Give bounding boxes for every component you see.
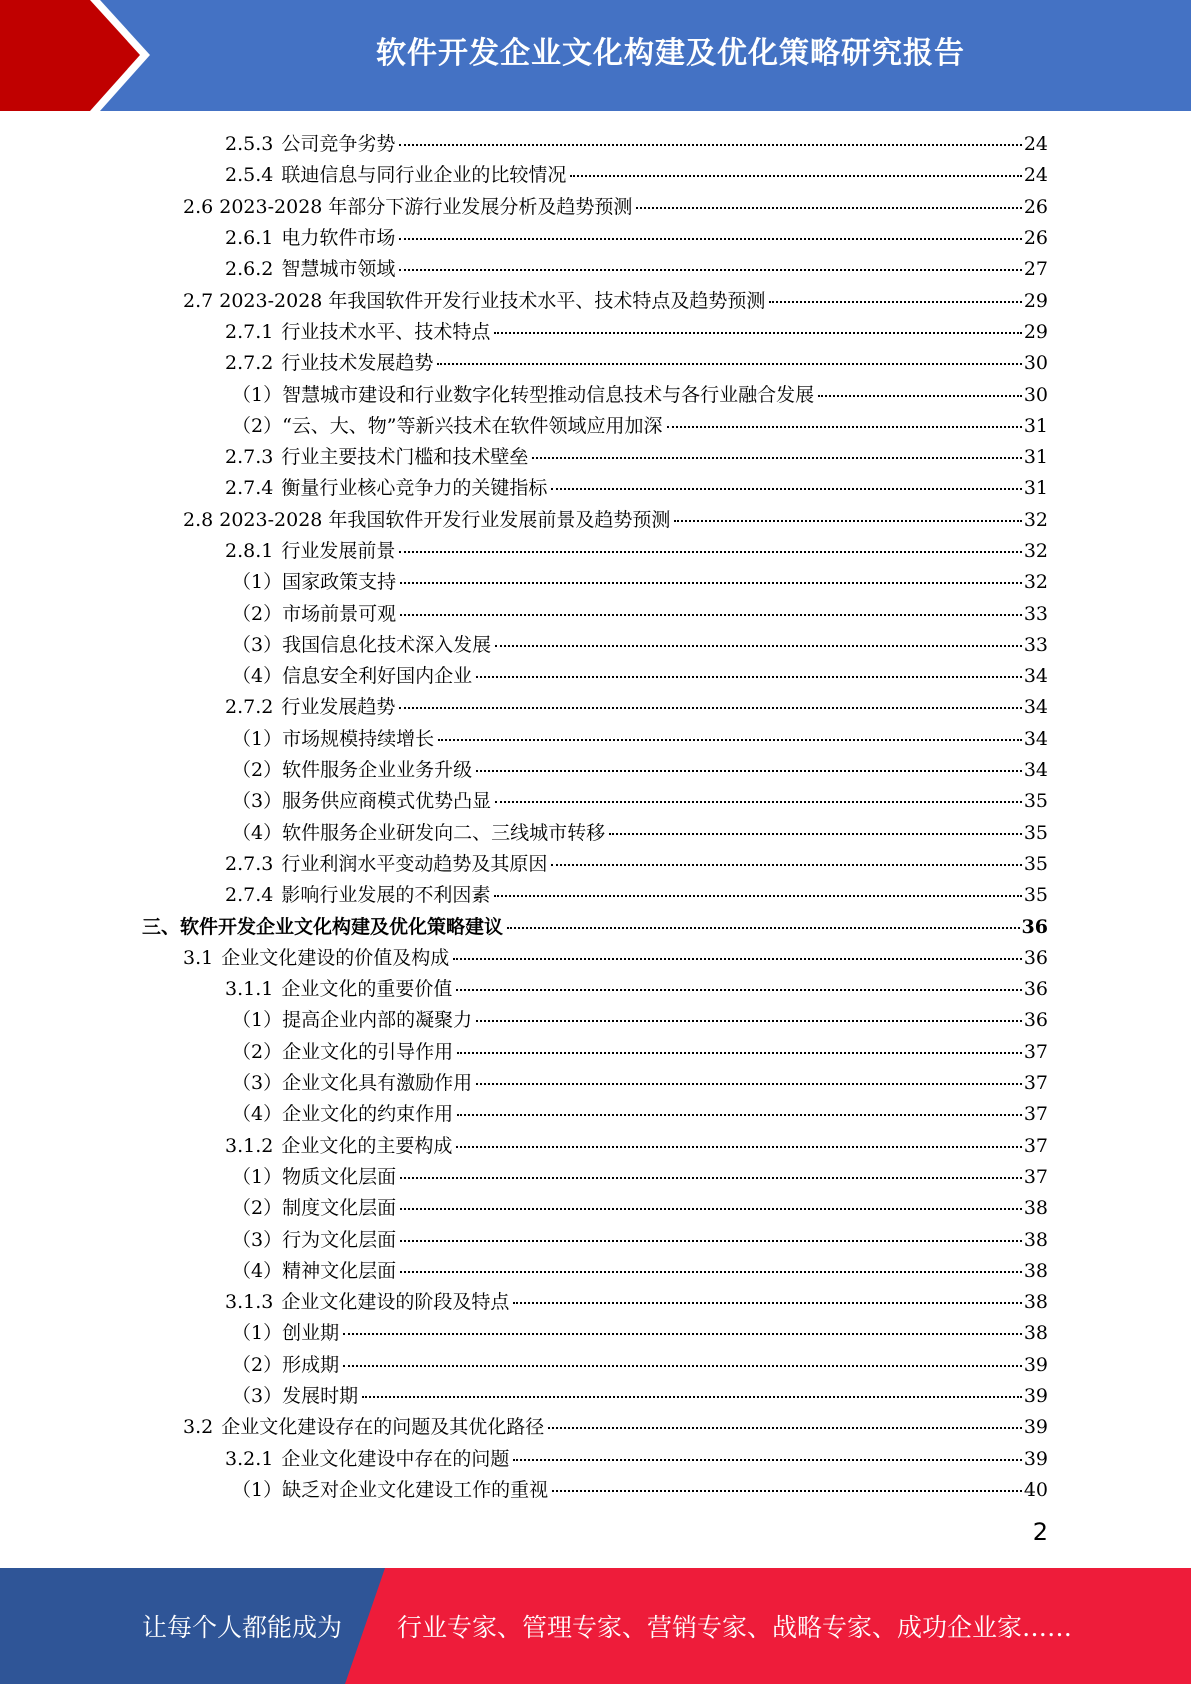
toc-entry-title: （1）国家政策支持 <box>232 571 397 594</box>
toc-entry-title: 智慧城市领域 <box>281 258 396 281</box>
toc-dot-leader <box>400 1240 1022 1242</box>
toc-entry-title: 衡量行业核心竞争力的关键指标 <box>281 477 548 500</box>
toc-entry-title: 企业文化建设存在的问题及其优化路径 <box>221 1416 545 1439</box>
toc-entry-page: 36 <box>1023 978 1048 1001</box>
toc-dot-leader <box>513 1302 1021 1304</box>
toc-entry[interactable] <box>0 221 1191 252</box>
toc-entry-page: 31 <box>1023 446 1048 469</box>
toc-entry-page: 37 <box>1023 1103 1048 1126</box>
toc-entry-title: （2）制度文化层面 <box>232 1197 397 1220</box>
toc-dot-leader <box>548 1427 1022 1429</box>
toc-entry-number: 2.5.4 <box>225 164 274 187</box>
toc-entry-page: 26 <box>1023 227 1048 250</box>
toc-entry-page: 34 <box>1023 665 1048 688</box>
toc-entry[interactable] <box>0 909 1191 940</box>
toc-dot-leader <box>551 488 1021 490</box>
toc-entry-title: （1）智慧城市建设和行业数字化转型推动信息技术与各行业融合发展 <box>232 383 815 406</box>
toc-dot-leader <box>457 1114 1022 1116</box>
toc-entry[interactable] <box>0 1410 1191 1441</box>
toc-entry[interactable] <box>0 1129 1191 1160</box>
toc-dot-leader <box>552 1490 1022 1492</box>
toc-dot-leader <box>674 520 1021 522</box>
toc-entry-title: 企业文化建设的价值及构成 <box>221 946 450 969</box>
toc-entry[interactable] <box>0 1222 1191 1253</box>
toc-entry[interactable] <box>0 1316 1191 1347</box>
toc-entry-page: 33 <box>1023 602 1048 625</box>
toc-dot-leader <box>438 739 1022 741</box>
toc-entry[interactable] <box>0 190 1191 221</box>
toc-entry-title: 2.6 2023-2028 年部分下游行业发展分析及趋势预测 <box>183 195 633 218</box>
toc-entry-page: 36 <box>1023 946 1048 969</box>
toc-entry-title: （2）市场前景可观 <box>232 602 397 625</box>
toc-entry[interactable] <box>0 596 1191 627</box>
toc-entry-title: 行业发展趋势 <box>281 696 396 719</box>
toc-dot-leader <box>400 1271 1022 1273</box>
toc-dot-leader <box>476 770 1022 772</box>
toc-entry-title: （4）信息安全利好国内企业 <box>232 665 473 688</box>
toc-entry-number: 3.2.1 <box>225 1447 274 1470</box>
toc-entry-title: 电力软件市场 <box>281 227 396 250</box>
toc-dot-leader <box>507 927 1020 929</box>
toc-entry[interactable] <box>0 847 1191 878</box>
toc-entry-number: 2.7.2 <box>225 352 274 375</box>
toc-entry[interactable] <box>0 1285 1191 1316</box>
toc-entry-title: （1）物质文化层面 <box>232 1165 397 1188</box>
toc-entry-page: 38 <box>1023 1291 1048 1314</box>
toc-entry[interactable] <box>0 878 1191 909</box>
toc-entry[interactable] <box>0 471 1191 502</box>
toc-entry[interactable] <box>0 346 1191 377</box>
page-footer <box>0 1568 1191 1684</box>
toc-dot-leader <box>818 395 1022 397</box>
page-header <box>0 0 1191 111</box>
toc-entry[interactable] <box>0 534 1191 565</box>
toc-dot-leader <box>400 614 1022 616</box>
toc-dot-leader <box>453 958 1022 960</box>
toc-entry[interactable] <box>0 127 1191 158</box>
toc-entry-page: 35 <box>1023 852 1048 875</box>
toc-dot-leader <box>399 144 1021 146</box>
toc-entry[interactable] <box>0 1348 1191 1379</box>
toc-entry-title: （1）创业期 <box>232 1322 340 1345</box>
toc-entry[interactable] <box>0 753 1191 784</box>
toc-entry-page: 24 <box>1023 133 1048 156</box>
toc-dot-leader <box>362 1396 1022 1398</box>
toc-entry-page: 39 <box>1023 1447 1048 1470</box>
toc-entry[interactable] <box>0 972 1191 1003</box>
toc-dot-leader <box>494 895 1021 897</box>
toc-dot-leader <box>456 989 1021 991</box>
toc-entry-title: （4）企业文化的约束作用 <box>232 1103 454 1126</box>
toc-entry-title: （4）精神文化层面 <box>232 1259 397 1282</box>
toc-dot-leader <box>636 207 1021 209</box>
toc-entry-title: （2）“云、大、物”等新兴技术在软件领域应用加深 <box>232 414 663 437</box>
toc-entry-number: 2.8.1 <box>225 540 274 562</box>
toc-entry-page: 34 <box>1023 696 1048 719</box>
toc-entry-title: （2）软件服务企业业务升级 <box>232 759 473 782</box>
toc-entry-title: （3）企业文化具有激励作用 <box>232 1072 473 1095</box>
toc-entry[interactable] <box>0 1254 1191 1285</box>
toc-dot-leader <box>494 332 1021 334</box>
toc-entry-title: 企业文化的主要构成 <box>281 1134 453 1157</box>
toc-entry-number: 3.2 <box>183 1416 214 1439</box>
toc-dot-leader <box>769 301 1021 303</box>
toc-entry-page: 32 <box>1023 508 1048 531</box>
toc-entry-title: 行业技术发展趋势 <box>281 352 434 375</box>
toc-dot-leader <box>667 426 1022 428</box>
toc-entry[interactable] <box>0 1379 1191 1410</box>
toc-dot-leader <box>400 1177 1022 1179</box>
toc-entry-title: 三、软件开发企业文化构建及优化策略建议 <box>142 915 504 938</box>
toc-entry[interactable] <box>0 565 1191 596</box>
toc-entry-page: 38 <box>1023 1197 1048 1220</box>
toc-entry-title: 行业利润水平变动趋势及其原因 <box>281 852 548 875</box>
toc-entry-title: 行业发展前景 <box>281 540 396 562</box>
report-title: 软件开发企业文化构建及优化策略研究报告 <box>376 36 965 71</box>
toc-entry-page: 33 <box>1023 633 1048 656</box>
toc-entry-page: 29 <box>1023 289 1048 312</box>
toc-entry-title: （3）服务供应商模式优势凸显 <box>232 790 492 813</box>
toc-entry-page: 34 <box>1023 727 1048 750</box>
toc-entry-page: 26 <box>1023 195 1048 218</box>
toc-entry-page: 31 <box>1023 477 1048 500</box>
toc-entry-title: 公司竞争劣势 <box>281 133 396 156</box>
toc-dot-leader <box>343 1333 1022 1335</box>
toc-entry[interactable] <box>0 252 1191 283</box>
toc-entry-page: 40 <box>1023 1478 1048 1501</box>
toc-entry-page: 38 <box>1023 1322 1048 1345</box>
toc-entry-page: 37 <box>1023 1134 1048 1157</box>
header-chevron-icon <box>0 0 140 111</box>
toc-entry[interactable] <box>0 1473 1191 1504</box>
toc-entry[interactable] <box>0 315 1191 346</box>
toc-entry[interactable] <box>0 816 1191 847</box>
toc-entry-number: 2.7.3 <box>225 446 274 469</box>
toc-entry-page: 30 <box>1023 352 1048 375</box>
toc-entry[interactable] <box>0 503 1191 534</box>
toc-dot-leader <box>476 1083 1022 1085</box>
toc-entry-title: （1）缺乏对企业文化建设工作的重视 <box>232 1478 549 1501</box>
toc-dot-leader <box>399 238 1021 240</box>
toc-entry-title: （4）软件服务企业研发向二、三线城市转移 <box>232 821 606 844</box>
toc-entry-title: 2.8 2023-2028 年我国软件开发行业发展前景及趋势预测 <box>183 508 671 531</box>
toc-entry-title: 行业技术水平、技术特点 <box>281 320 491 343</box>
toc-entry-number: 2.7.2 <box>225 696 274 719</box>
toc-entry-page: 39 <box>1023 1416 1048 1439</box>
toc-entry-page: 24 <box>1023 164 1048 187</box>
toc-entry[interactable] <box>0 941 1191 972</box>
toc-entry[interactable] <box>0 283 1191 314</box>
toc-entry-number: 3.1 <box>183 946 214 969</box>
toc-entry-page: 34 <box>1023 759 1048 782</box>
toc-entry-page: 30 <box>1023 383 1048 406</box>
toc-dot-leader <box>400 1208 1022 1210</box>
toc-entry-page: 37 <box>1023 1165 1048 1188</box>
toc-dot-leader <box>456 1146 1021 1148</box>
toc-entry-title: 2.7 2023-2028 年我国软件开发行业技术水平、技术特点及趋势预测 <box>183 289 766 312</box>
toc-entry-page: 35 <box>1023 884 1048 907</box>
toc-dot-leader <box>399 707 1021 709</box>
toc-entry[interactable] <box>0 377 1191 408</box>
toc-entry-page: 29 <box>1023 320 1048 343</box>
toc-entry-number: 2.7.4 <box>225 477 274 500</box>
toc-entry-number: 2.7.4 <box>225 884 274 907</box>
toc-entry[interactable] <box>0 784 1191 815</box>
toc-entry-title: 联迪信息与同行业企业的比较情况 <box>281 164 567 187</box>
toc-entry-number: 2.7.1 <box>225 320 274 343</box>
toc-dot-leader <box>551 864 1021 866</box>
toc-dot-leader <box>476 676 1022 678</box>
toc-entry[interactable] <box>0 722 1191 753</box>
toc-entry-page: 37 <box>1023 1072 1048 1095</box>
toc-entry-page: 39 <box>1023 1385 1048 1408</box>
toc-dot-leader <box>457 1052 1022 1054</box>
toc-entry[interactable] <box>0 409 1191 440</box>
toc-entry-title: 企业文化建设中存在的问题 <box>281 1447 510 1470</box>
toc-entry[interactable] <box>0 659 1191 690</box>
toc-entry-page: 27 <box>1023 258 1048 281</box>
toc-entry-page: 38 <box>1023 1259 1048 1282</box>
toc-entry-title: （1）市场规模持续增长 <box>232 727 435 750</box>
toc-entry-title: （3）行为文化层面 <box>232 1228 397 1251</box>
toc-entry-page: 35 <box>1023 821 1048 844</box>
toc-dot-leader <box>513 1459 1021 1461</box>
toc-entry[interactable] <box>0 1035 1191 1066</box>
footer-slogan-left: 让每个人都能成为 <box>142 1613 343 1642</box>
toc-dot-leader <box>609 833 1022 835</box>
toc-dot-leader <box>495 801 1022 803</box>
toc-entry-number: 2.5.3 <box>225 133 274 156</box>
toc-entry-title: （3）发展时期 <box>232 1385 359 1408</box>
toc-entry[interactable] <box>0 628 1191 659</box>
toc-dot-leader <box>437 363 1021 365</box>
footer-slogan-right: 行业专家、管理专家、营销专家、战略专家、成功企业家…… <box>397 1613 1073 1642</box>
toc-entry[interactable] <box>0 1097 1191 1128</box>
toc-entry-number: 3.1.1 <box>225 978 274 1001</box>
toc-dot-leader <box>476 1020 1022 1022</box>
toc-entry-page: 39 <box>1023 1353 1048 1376</box>
toc-entry-title: （3）我国信息化技术深入发展 <box>232 633 492 656</box>
toc-entry-title: （2）企业文化的引导作用 <box>232 1040 454 1063</box>
toc-entry-title: 行业主要技术门槛和技术壁垒 <box>281 446 529 469</box>
toc-entry[interactable] <box>0 690 1191 721</box>
toc-entry[interactable] <box>0 158 1191 189</box>
toc-entry[interactable] <box>0 1160 1191 1191</box>
toc-entry-title: 影响行业发展的不利因素 <box>281 884 491 907</box>
toc-entry-page: 31 <box>1023 414 1048 437</box>
toc-entry-title: （1）提高企业内部的凝聚力 <box>232 1009 473 1032</box>
toc-entry-page: 36 <box>1023 1009 1048 1032</box>
toc-dot-leader <box>399 551 1021 553</box>
toc-entry-title: 企业文化的重要价值 <box>281 978 453 1001</box>
toc-entry-number: 2.6.1 <box>225 227 274 250</box>
toc-entry-page: 32 <box>1023 571 1048 594</box>
toc-entry[interactable] <box>0 1191 1191 1222</box>
toc-entry[interactable] <box>0 1441 1191 1472</box>
toc-dot-leader <box>343 1365 1022 1367</box>
toc-entry[interactable] <box>0 440 1191 471</box>
toc-entry[interactable] <box>0 1003 1191 1034</box>
toc-entry[interactable] <box>0 1066 1191 1097</box>
toc-entry-number: 3.1.3 <box>225 1291 274 1314</box>
toc-entry-page: 37 <box>1023 1040 1048 1063</box>
toc-dot-leader <box>399 269 1021 271</box>
table-of-contents <box>0 127 1191 1504</box>
toc-dot-leader <box>532 457 1021 459</box>
page-number: 2 <box>1032 1518 1048 1546</box>
toc-entry-page: 32 <box>1023 540 1048 562</box>
toc-entry-page: 38 <box>1023 1228 1048 1251</box>
toc-entry-page: 35 <box>1023 790 1048 813</box>
toc-entry-number: 2.7.3 <box>225 852 274 875</box>
toc-entry-title: 企业文化建设的阶段及特点 <box>281 1291 510 1314</box>
toc-dot-leader <box>400 582 1022 584</box>
toc-dot-leader <box>570 175 1021 177</box>
toc-entry-number: 3.1.2 <box>225 1134 274 1157</box>
toc-entry-number: 2.6.2 <box>225 258 274 281</box>
toc-dot-leader <box>495 645 1022 647</box>
toc-entry-page: 36 <box>1021 915 1048 938</box>
toc-entry-title: （2）形成期 <box>232 1353 340 1376</box>
